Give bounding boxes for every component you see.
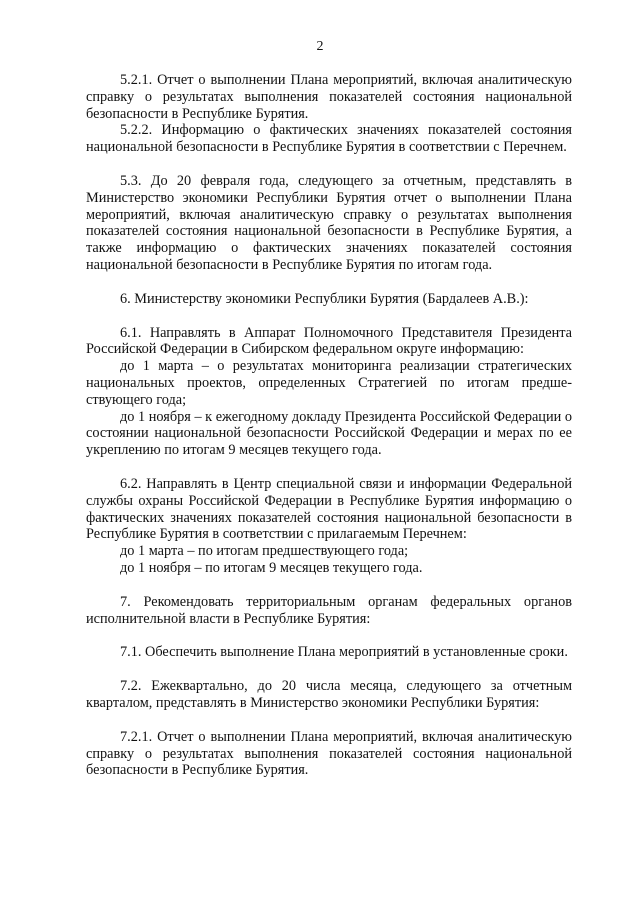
document-body [86, 72, 572, 779]
paragraph-6-2-march: до 1 марта – по итогам предшествующего года; [120, 543, 409, 560]
page-number: 2 [316, 39, 324, 54]
paragraph-7: 7. Рекомендовать территориальным органам федеральных органов исполнительной власти в Республике Бурятия: [86, 593, 572, 627]
paragraph-7-2: 7.2. Ежеквартально, до 20 числа месяца, следующего за отчетным кварталом, представлять в Министерство экономики Республики Бурятия: [86, 678, 572, 711]
paragraph-6-1-march: до 1 марта – о результатах мониторинга реализации стратегических национальных проектов, определенных Стратегией по итогам предшествующего года; [86, 358, 572, 408]
paragraph-6-1: 6.1. Направлять в Аппарат Полномочного Представителя Президента Российской Федерации в Сибирском федеральном округе информацию: [86, 324, 572, 358]
paragraph-5-2-2: 5.2.2. Информацию о фактических значениях показателей состояния национальной безопасности в Республике Бурятия в соответствии с Перечнем. [86, 122, 572, 156]
paragraph-5-2-1: 5.2.1. Отчет о выполнении Плана мероприятий, включая аналитическую справку о результатах выполнения показателей состояния национальной безопасности в Республике Бурятия. [86, 72, 572, 122]
paragraph-6-2: 6.2. Направлять в Центр специальной связи и информации Федеральной службы охраны Российской Федерации в Республике Бурятия информацию о фактических значениях показателей состояния национальной безопасности в Республике Бурятия в соответствии с прилагаемым Перечнем: [86, 475, 572, 543]
paragraph-6-2-november: до 1 ноября – по итогам 9 месяцев текущего года. [120, 559, 423, 576]
paragraph-7-2-1: 7.2.1. Отчет о выполнении Плана мероприятий, включая аналитическую справку о результатах выполнения показателей состояния национальной безопасности в Республике Бурятия. [86, 728, 572, 779]
paragraph-6-1-november: до 1 ноября – к ежегодному докладу Президента Российской Федерации о состоянии национальной безопасности Российской Федерации и мерах по ее укреплению по итогам 9 месяцев текущего года. [86, 408, 572, 459]
paragraph-5-3: 5.3. До 20 февраля года, следующего за отчетным, представлять в Министерство экономики Республики Бурятия отчет о выполнении Плана мероприятий, включая аналитическую справку о результатах выполнения показателей состояния национальной безопасности в Республике Бурятия, а также информацию о фактических значениях показателей состояния национальной безопасности в Республике Бурятия по итогам года. [86, 172, 572, 273]
paragraph-7-1: 7.1. Обеспечить выполнение Плана мероприятий в установленные сроки. [120, 644, 568, 661]
paragraph-6: 6. Министерству экономики Республики Бурятия (Бардалеев А.В.): [120, 290, 529, 307]
